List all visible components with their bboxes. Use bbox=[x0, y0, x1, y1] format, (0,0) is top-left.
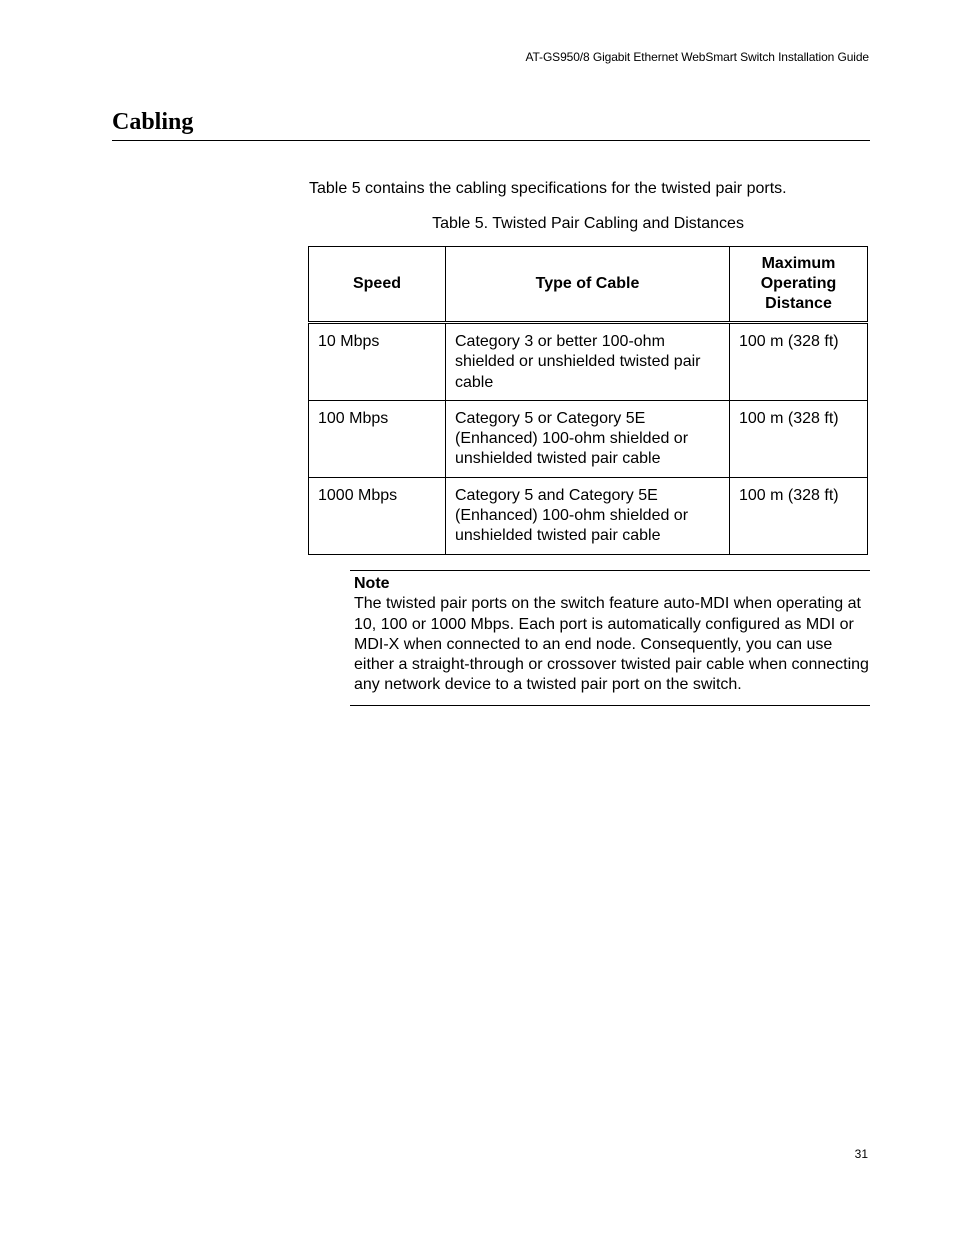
table-header-row bbox=[309, 247, 868, 323]
cell-speed: 100 Mbps bbox=[309, 400, 446, 477]
section-title: Cabling bbox=[112, 109, 194, 135]
page-number: 31 bbox=[854, 1147, 868, 1161]
cell-distance: 100 m (328 ft) bbox=[730, 400, 868, 477]
cell-cable-type: Category 3 or better 100-ohm shielded or unshielded twisted pair cable bbox=[446, 323, 730, 401]
note-body: The twisted pair ports on the switch feature auto-MDI when operating at 10, 100 or 1000 Mbps. Each port is automatically configured as MDI or MDI-X when connected to an end node. Consequently, you can use either a straight-through or crossover twisted pair cable when connecting any network device to a twisted pair port on the switch. bbox=[354, 595, 869, 694]
column-header-speed: Speed bbox=[309, 247, 446, 323]
table-caption: Table 5. Twisted Pair Cabling and Distances bbox=[432, 215, 744, 232]
cabling-table bbox=[308, 246, 868, 555]
running-header: AT-GS950/8 Gigabit Ethernet WebSmart Switch Installation Guide bbox=[525, 50, 869, 64]
cell-distance: 100 m (328 ft) bbox=[730, 323, 868, 401]
cell-distance: 100 m (328 ft) bbox=[730, 477, 868, 554]
title-rule bbox=[112, 140, 870, 141]
note-box bbox=[350, 570, 870, 706]
table-row bbox=[309, 323, 868, 401]
cell-speed: 10 Mbps bbox=[309, 323, 446, 401]
note-heading: Note bbox=[354, 575, 390, 592]
cell-cable-type: Category 5 or Category 5E (Enhanced) 100-ohm shielded or unshielded twisted pair cable bbox=[446, 400, 730, 477]
table-row bbox=[309, 400, 868, 477]
table-row bbox=[309, 477, 868, 554]
cell-speed: 1000 Mbps bbox=[309, 477, 446, 554]
column-header-max-distance: Maximum Operating Distance bbox=[730, 247, 868, 323]
column-header-type-of-cable: Type of Cable bbox=[446, 247, 730, 323]
cell-cable-type: Category 5 and Category 5E (Enhanced) 100-ohm shielded or unshielded twisted pair cable bbox=[446, 477, 730, 554]
intro-paragraph: Table 5 contains the cabling specifications for the twisted pair ports. bbox=[309, 180, 787, 197]
